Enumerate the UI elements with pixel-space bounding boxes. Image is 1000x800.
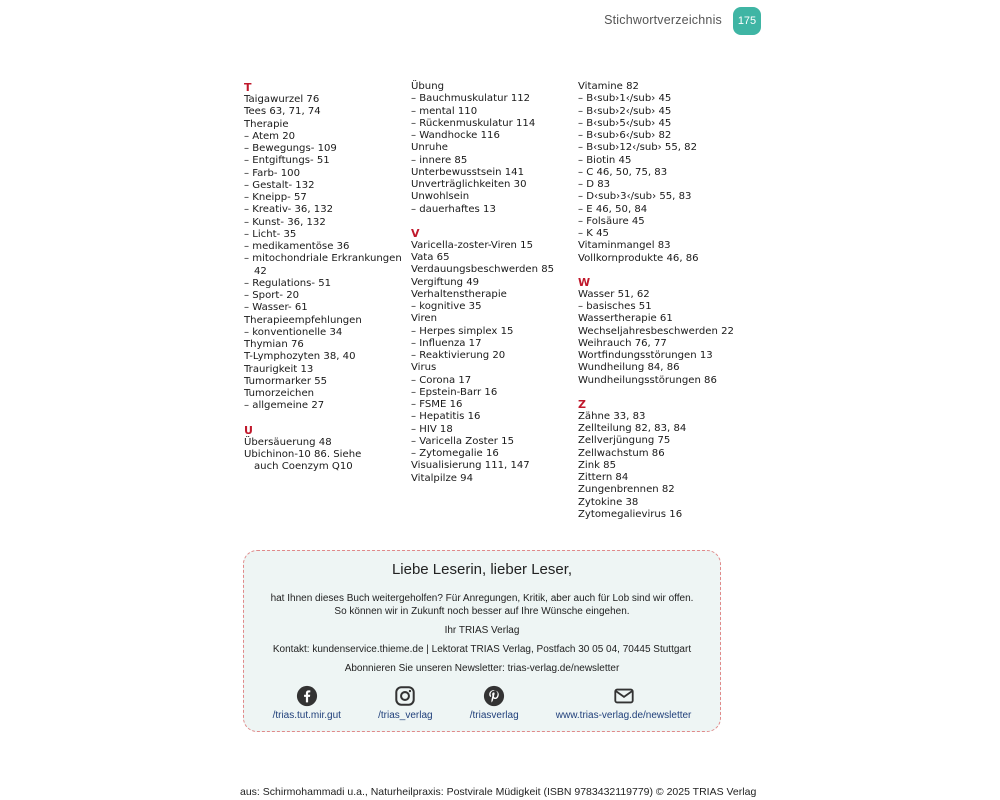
index-entry: Unverträglichkeiten 30	[411, 179, 527, 190]
index-letter-heading: T	[244, 81, 252, 94]
index-entry: – Folsäure 45	[578, 215, 645, 227]
index-entry: Verhaltenstherapie	[411, 288, 507, 300]
index-entry: – K 45	[578, 228, 609, 239]
instagram-label[interactable]: /trias_verlag	[378, 710, 433, 721]
index-entry: Vitaminmangel 83	[578, 240, 671, 252]
index-entry: – D 83	[578, 179, 611, 190]
facebook-icon	[296, 685, 318, 707]
index-entry: Visualisierung 111, 147	[411, 460, 530, 472]
pinterest-label[interactable]: /triasverlag	[469, 710, 519, 721]
index-entry: Wundheilung 84, 86	[578, 362, 680, 374]
index-entry: Zähne 33, 83	[578, 410, 646, 422]
index-column-3	[578, 81, 748, 521]
index-entry: – Wasser- 61	[244, 302, 308, 314]
index-entry: Thymian 76	[244, 339, 304, 350]
index-entry: Vergiftung 49	[411, 276, 480, 288]
index-entry: – Sport- 20	[244, 290, 300, 301]
index-entry: Zungenbrennen 82	[578, 484, 675, 496]
index-entry: Wechseljahresbeschwerden 22	[578, 325, 734, 337]
index-entry: – basisches 51	[578, 301, 652, 312]
index-entry: Zittern 84	[578, 472, 629, 483]
index-entry: – Kunst- 36, 132	[244, 216, 326, 228]
reader-feedback-box	[243, 550, 721, 732]
index-entry: – Hepatitis 16	[411, 411, 481, 423]
index-entry: – Licht- 35	[244, 228, 297, 240]
index-entry: – C 46, 50, 75, 83	[578, 166, 668, 178]
index-entry: Wortfindungsstörungen 13	[578, 350, 713, 361]
index-entry: Varicella-zoster-Viren 15	[411, 239, 533, 251]
index-entry: – Bewegungs- 109	[244, 143, 337, 154]
index-entry: Unterbewusstsein 141	[411, 166, 524, 178]
index-entry: Unruhe	[411, 142, 448, 154]
index-entry: – konventionelle 34	[244, 326, 343, 338]
section-title: Stichwortverzeichnis	[604, 13, 722, 27]
notice-intro-line-2: So können wir in Zukunft noch besser auf Ihre Wünsche eingehen.	[334, 606, 630, 617]
index-entry: – allgemeine 27	[244, 400, 325, 412]
index-entry: 42	[254, 265, 267, 277]
index-letter-heading: V	[411, 226, 420, 240]
index-entry: – B‹sub›6‹/sub› 82	[578, 130, 672, 141]
index-entry: Weihrauch 76, 77	[578, 337, 667, 349]
index-letter-heading: U	[244, 423, 253, 437]
index-entry: – Varicella Zoster 15	[411, 435, 514, 447]
index-entry: – Farb- 100	[244, 167, 300, 179]
index-entry: Tees 63, 71, 74	[244, 106, 321, 118]
index-entry: – Atem 20	[244, 130, 296, 142]
index-entry: – Herpes simplex 15	[411, 325, 514, 337]
index-column-2	[411, 81, 581, 485]
index-entry: – Regulations- 51	[244, 277, 332, 289]
index-entry: Zytokine 38	[578, 496, 639, 508]
social-links	[244, 685, 720, 721]
index-entry: – Biotin 45	[578, 154, 632, 166]
index-entry: – medikamentöse 36	[244, 241, 350, 252]
newsletter-link[interactable]	[556, 685, 692, 721]
source-citation: aus: Schirmohammadi u.a., Naturheilpraxis: Postvirale Müdigkeit (ISBN 9783432119779) © 2025 TRIAS Verlag	[240, 786, 757, 798]
index-entry: – Zytomegalie 16	[411, 448, 499, 459]
index-entry: – Wandhocke 116	[411, 130, 500, 141]
index-entry: Tumormarker 55	[244, 375, 328, 387]
index-entry: – B‹sub›1‹/sub› 45	[578, 93, 672, 105]
index-entry: – HIV 18	[411, 423, 453, 435]
index-entry: Vitamine 82	[578, 81, 639, 92]
index-entry: – Gestalt- 132	[244, 179, 315, 191]
newsletter-label[interactable]: www.trias-verlag.de/newsletter	[555, 710, 692, 721]
index-entry: Vollkornprodukte 46, 86	[578, 252, 699, 264]
index-entry: Taigawurzel 76	[244, 94, 320, 105]
index-entry: Zellteilung 82, 83, 84	[578, 423, 687, 434]
index-entry: – Influenza 17	[411, 337, 482, 349]
index-entry: – innere 85	[411, 154, 468, 166]
pinterest-link[interactable]	[470, 685, 519, 721]
notice-signature: Ihr TRIAS Verlag	[444, 625, 520, 636]
index-entry: Übung	[411, 81, 444, 92]
index-entry: Verdauungsbeschwerden 85	[411, 264, 555, 276]
index-entry: Übersäuerung 48	[244, 436, 332, 448]
instagram-icon	[394, 685, 416, 707]
index-entry: – Rückenmuskulatur 114	[411, 117, 536, 129]
index-entry: – kognitive 35	[411, 301, 482, 312]
index-entry: – Bauchmuskulatur 112	[411, 93, 531, 105]
index-entry: – Epstein-Barr 16	[411, 386, 498, 398]
index-entry: – mitochondriale Erkrankungen	[244, 253, 402, 265]
index-entry: – E 46, 50, 84	[578, 203, 648, 215]
index-entry: – mental 110	[411, 105, 478, 117]
index-entry: Ubichinon-10 86. Siehe	[244, 448, 362, 460]
index-letter-heading: Z	[578, 397, 586, 411]
index-entry: Wasser 51, 62	[578, 288, 650, 300]
index-entry: Vitalpilze 94	[411, 472, 474, 484]
facebook-link[interactable]	[273, 685, 341, 721]
facebook-label[interactable]: /trias.tut.mir.gut	[272, 710, 341, 721]
index-entry: – Reaktivierung 20	[411, 350, 506, 361]
index-entry: T-Lymphozyten 38, 40	[244, 351, 356, 363]
index-entry: Zytomegalievirus 16	[578, 508, 683, 520]
index-entry: – Kreativ- 36, 132	[244, 204, 334, 216]
index-entry: – Kneipp- 57	[244, 192, 307, 203]
index-entry: Vata 65	[411, 252, 450, 263]
index-entry: – B‹sub›2‹/sub› 45	[578, 105, 672, 117]
index-entry: – B‹sub›12‹/sub› 55, 82	[578, 142, 698, 154]
index-entry: – dauerhaftes 13	[411, 203, 496, 215]
notice-newsletter: Abonnieren Sie unseren Newsletter: trias-verlag.de/newsletter	[344, 663, 620, 674]
index-entry: – FSME 16	[411, 399, 463, 410]
instagram-link[interactable]	[378, 685, 432, 721]
index-entry: Virus	[411, 362, 437, 374]
index-entry: – Entgiftungs- 51	[244, 155, 330, 167]
index-entry: Traurigkeit 13	[244, 363, 314, 375]
index-entry: – B‹sub›5‹/sub› 45	[578, 117, 672, 129]
index-entry: Therapie	[244, 118, 289, 130]
index-entry: Therapieempfehlungen	[244, 314, 362, 326]
notice-contact: Kontakt: kundenservice.thieme.de | Lektorat TRIAS Verlag, Postfach 30 05 04, 70445 Stuttgart	[272, 644, 692, 655]
index-column-1	[244, 81, 414, 473]
index-entry: – D‹sub›3‹/sub› 55, 83	[578, 191, 692, 203]
pinterest-icon	[483, 685, 505, 707]
index-entry: Unwohlsein	[411, 191, 470, 203]
index-entry: Tumorzeichen	[244, 388, 315, 399]
notice-intro-line-1: hat Ihnen dieses Buch weitergeholfen? Für Anregungen, Kritik, aber auch für Lob sind wir offen.	[270, 593, 694, 604]
index-entry: – Corona 17	[411, 374, 472, 386]
mail-icon	[613, 685, 635, 707]
index-letter-heading: W	[578, 275, 591, 289]
index-entry: Zink 85	[578, 459, 617, 471]
index-entry: Wassertherapie 61	[578, 313, 673, 325]
page-number-badge: 175	[733, 7, 761, 35]
notice-heading: Liebe Leserin, lieber Leser,	[391, 561, 573, 578]
index-entry: Wundheilungsstörungen 86	[578, 374, 717, 386]
index-entry: Zellwachstum 86	[578, 447, 665, 459]
index-entry: Zellverjüngung 75	[578, 435, 671, 447]
index-entry: auch Coenzym Q10	[254, 461, 353, 472]
index-entry: Viren	[411, 313, 438, 325]
